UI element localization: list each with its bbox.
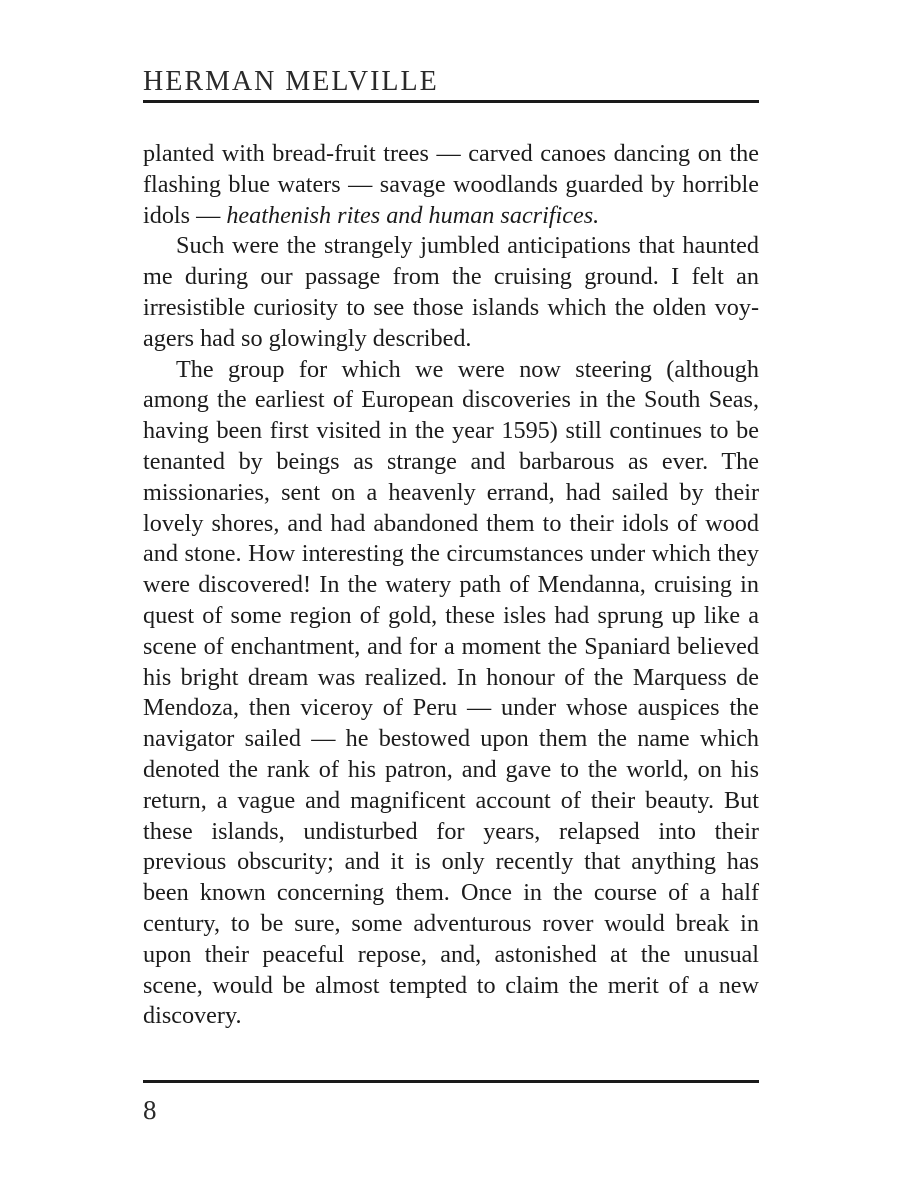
footer-rule (143, 1080, 759, 1083)
paragraph: The group for which we were now steering (although among the earliest of European discoveries in the South Seas, having been first visited in the year 1595) still continues to be tenanted by beings as strange and barbarous as ever. The missionaries, sent on a heavenly errand, had sailed by their lovely shores, and had abandoned them to their idols of wood and stone. How interesting the circumstances under which they were discovered! In the watery path of Mendanna, cruising in quest of some region of gold, these isles had sprung up like a scene of enchantment, and for a moment the Spaniard believed his bright dream was realized. In honour of the Marquess de Mendoza, then viceroy of Peru — under whose auspices the navigator sailed — he bestowed upon them the name which denoted the rank of his patron, and gave to the world, on his return, a vague and magnificent account of their beauty. But these islands, undisturbed for years, relapsed into their previous obscurity; and it is only recently that anything has been known concerning them. Once in the course of a half century, to be sure, some adventurous rover would break in upon their peaceful repose, and, astonished at the unusual scene, would be almost tempted to claim the merit of a new discovery. (143, 355, 759, 1030)
running-head: HERMAN MELVILLE (143, 66, 439, 97)
body-text (143, 139, 759, 1032)
italic-phrase: heathenish rites and human sacrifices. (226, 201, 600, 229)
book-page (143, 0, 759, 1200)
header-rule (143, 100, 759, 103)
paragraph-continued (143, 139, 759, 231)
page-number: 8 (143, 1095, 157, 1125)
paragraph-text: planted with bread-fruit trees — carved canoes dancing on the flashing blue waters — savage woodlands guarded by horrible idols — (143, 140, 759, 229)
paragraph: Such were the strangely jumbled anticipations that haunted me during our passage from the cruising ground. I felt an irresistible curiosity to see those islands which the olden voyagers had so glowingly described. (143, 232, 759, 352)
